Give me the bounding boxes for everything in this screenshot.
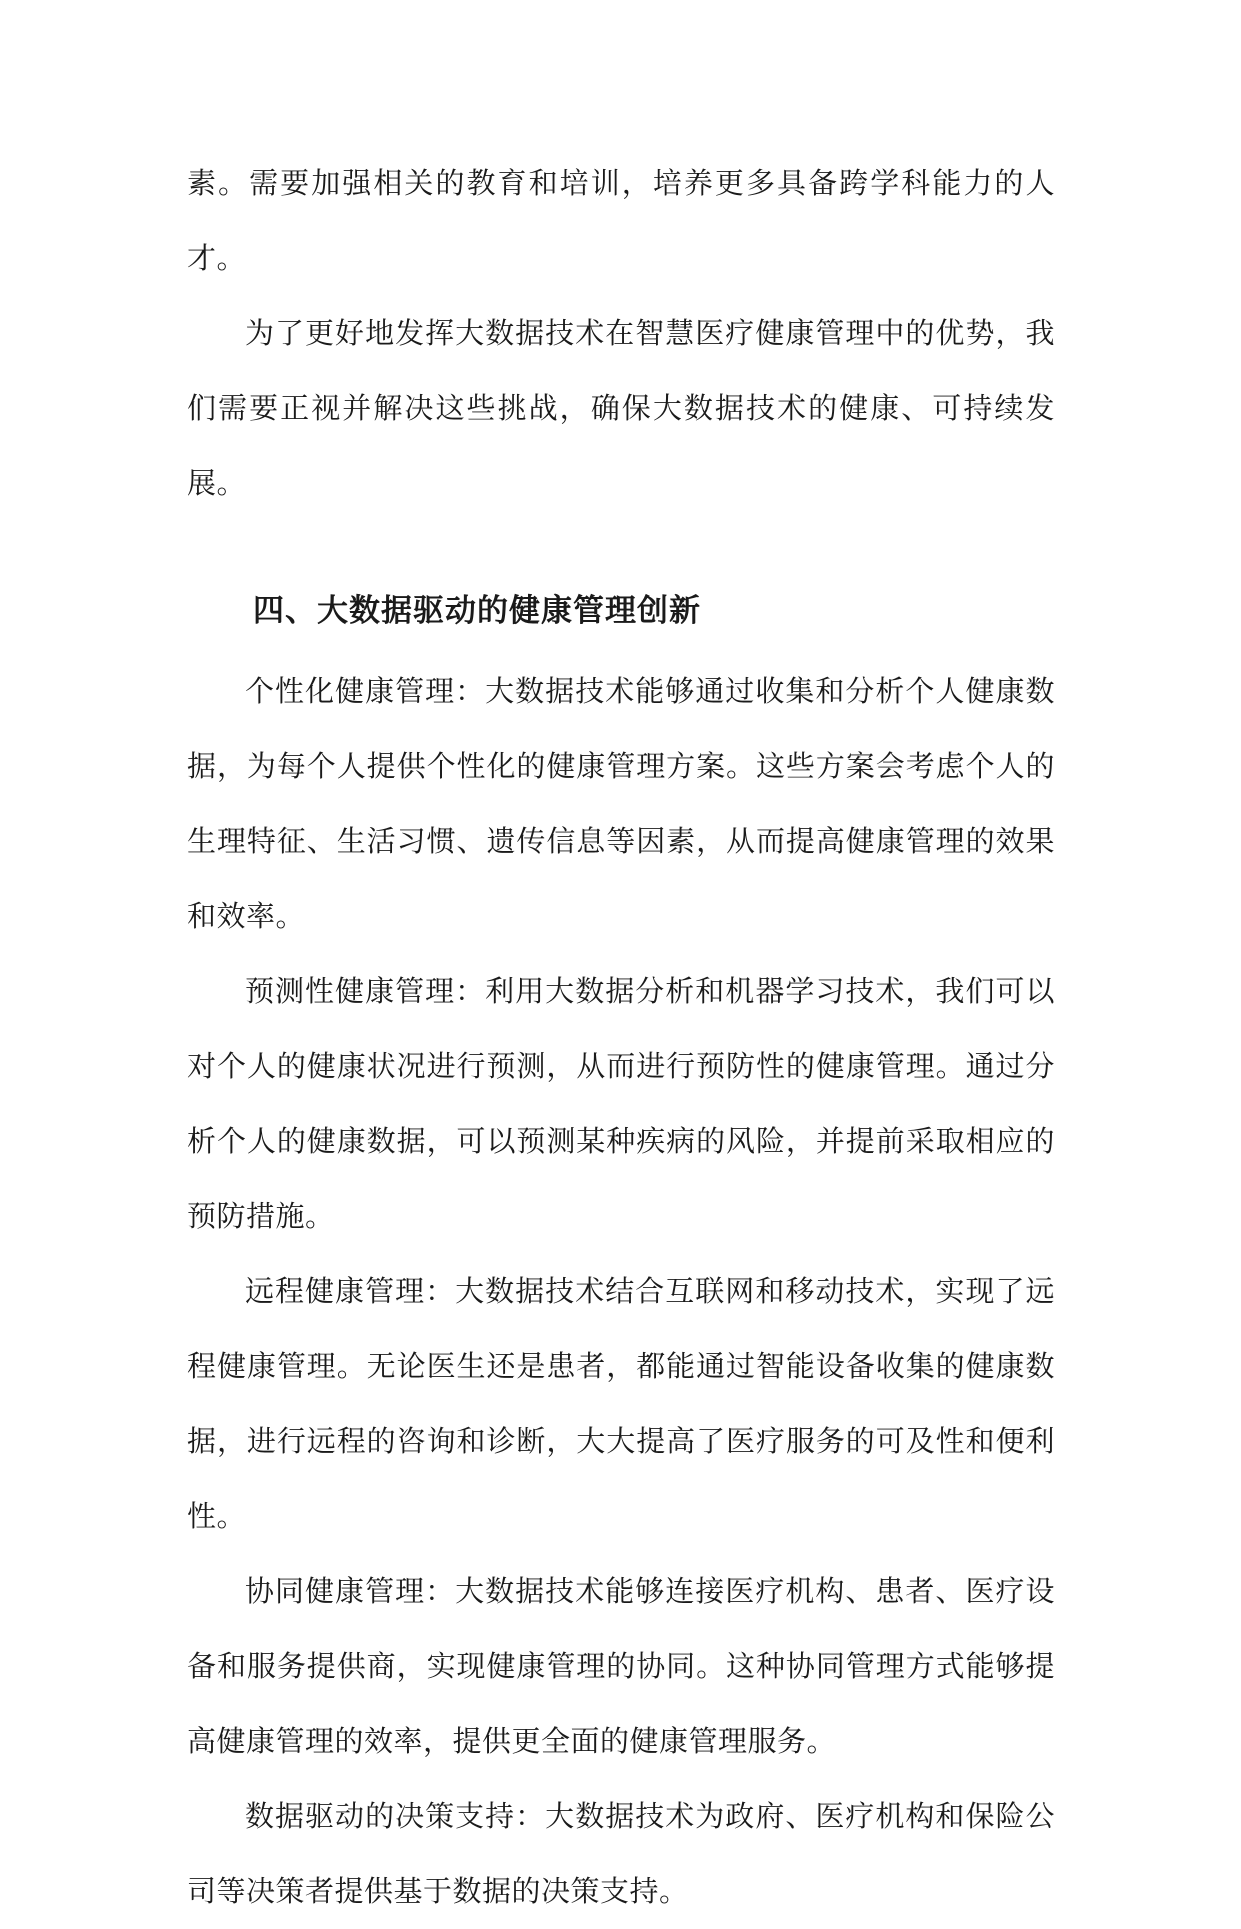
document-body (187, 146, 1055, 1929)
paragraph-continuation: 素。需要加强相关的教育和培训，培养更多具备跨学科能力的人才。 (187, 166, 1055, 275)
paragraph-predictive-health: 预测性健康管理：利用大数据分析和机器学习技术，我们可以对个人的健康状况进行预测，从而进行预防性的健康管理。通过分析个人的健康数据，可以预测某种疾病的风险，并提前采取相应的预防措施。 (187, 974, 1055, 1233)
paragraph-remote-health: 远程健康管理：大数据技术结合互联网和移动技术，实现了远程健康管理。无论医生还是患者，都能通过智能设备收集的健康数据，进行远程的咨询和诊断，大大提高了医疗服务的可及性和便利性。 (187, 1274, 1055, 1533)
paragraph-decision-support: 数据驱动的决策支持：大数据技术为政府、医疗机构和保险公司等决策者提供基于数据的决策支持。 (187, 1799, 1055, 1908)
paragraph-big-data-advantages: 为了更好地发挥大数据技术在智慧医疗健康管理中的优势，我们需要正视并解决这些挑战，确保大数据技术的健康、可持续发展。 (187, 316, 1055, 500)
paragraph-collaborative-health: 协同健康管理：大数据技术能够连接医疗机构、患者、医疗设备和服务提供商，实现健康管理的协同。这种协同管理方式能够提高健康管理的效率，提供更全面的健康管理服务。 (187, 1574, 1055, 1758)
paragraph-personalized-health: 个性化健康管理：大数据技术能够通过收集和分析个人健康数据，为每个人提供个性化的健康管理方案。这些方案会考虑个人的生理特征、生活习惯、遗传信息等因素，从而提高健康管理的效果和效率。 (187, 674, 1055, 933)
section-heading: 四、大数据驱动的健康管理创新 (253, 593, 701, 629)
